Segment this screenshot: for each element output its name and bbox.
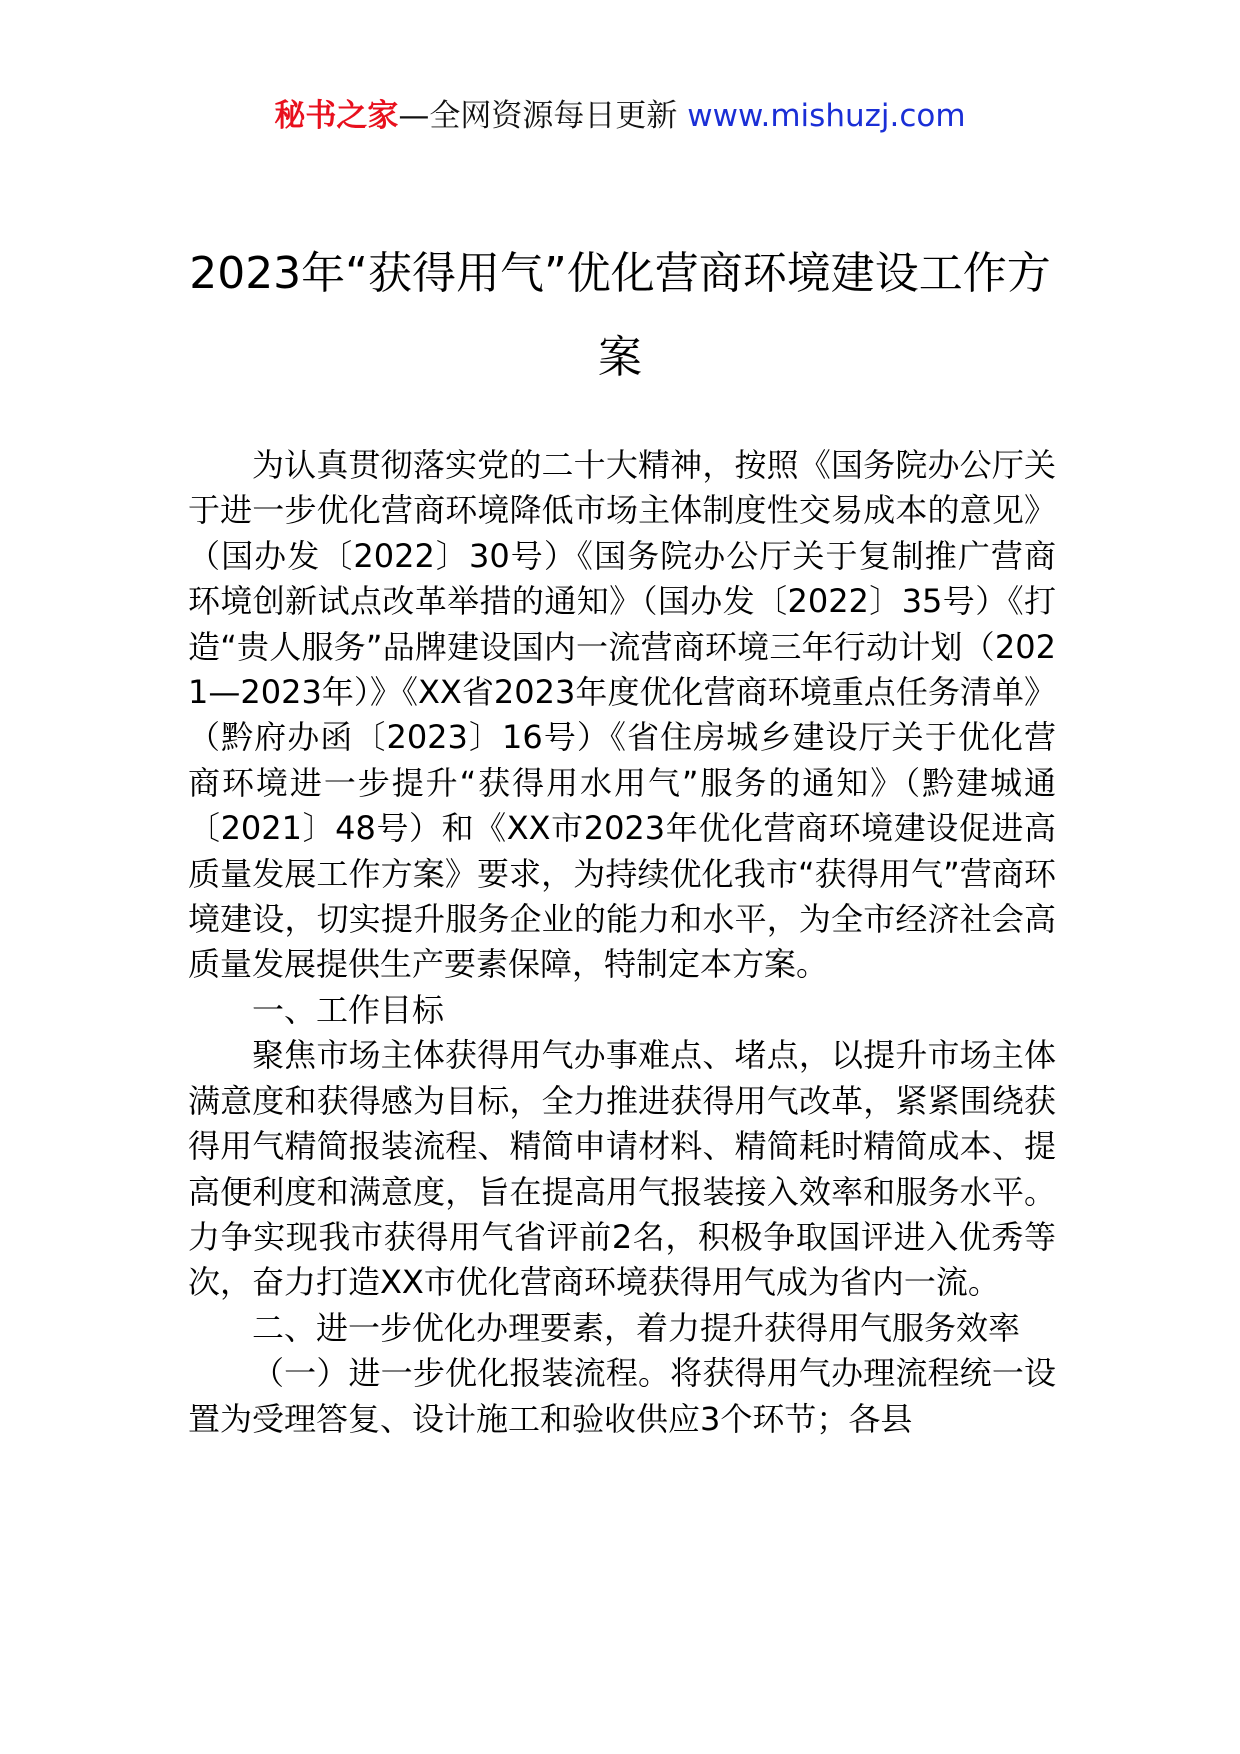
paragraph-intro: 为认真贯彻落实党的二十大精神，按照《国务院办公厅关于进一步优化营商环境降低市场主体制度性交易成本的意见》（国办发〔2022〕30号）《国务院办公厅关于复制推广营商环境创新试点改革举措的通知》（国办发〔2022〕35号）《打造“贵人服务”品牌建设国内一流营商环境三年行动计划（2021—2023年）》《XX省2023年度优化营商环境重点任务清单》（黔府办函〔2023〕16号）《省住房城乡建设厅关于优化营商环境进一步提升“获得用水用气”服务的通知》（黔建城通〔2021〕48号）和《XX市2023年优化营商环境建设促进高质量发展工作方案》要求，为持续优化我市“获得用气”营商环境建设，切实提升服务企业的能力和水平，为全市经济社会高质量发展提供生产要素保障，特制定本方案。: [188, 446, 1056, 984]
paragraph-work-goal: 聚焦市场主体获得用气办事难点、堵点，以提升市场主体满意度和获得感为目标，全力推进获得用气改革，紧紧围绕获得用气精简报装流程、精简申请材料、精简耗时精简成本、提高便利度和满意度，旨在提高用气报装接入效率和服务水平。力争实现我市获得用气省评前2名，积极争取国评进入优秀等次，奋力打造XX市优化营商环境获得用气成为省内一流。: [188, 1036, 1056, 1302]
site-banner: [0, 96, 1240, 136]
banner-slogan: —全网资源每日更新: [398, 98, 678, 134]
document-body: [188, 443, 1056, 1442]
heading-section-two: 二、进一步优化办理要素，着力提升获得用气服务效率: [252, 1308, 1021, 1347]
document-title: 2023年“获得用气”优化营商环境建设工作方案: [189, 248, 1051, 383]
heading-work-goal: 一、工作目标: [252, 990, 445, 1029]
brand-name: 秘书之家: [274, 98, 399, 134]
site-url-link[interactable]: www.mishuzj.com: [687, 98, 966, 134]
paragraph-item-one: （一）进一步优化报装流程。将获得用气办理流程统一设置为受理答复、设计施工和验收供应3个环节；各县: [188, 1354, 1056, 1438]
